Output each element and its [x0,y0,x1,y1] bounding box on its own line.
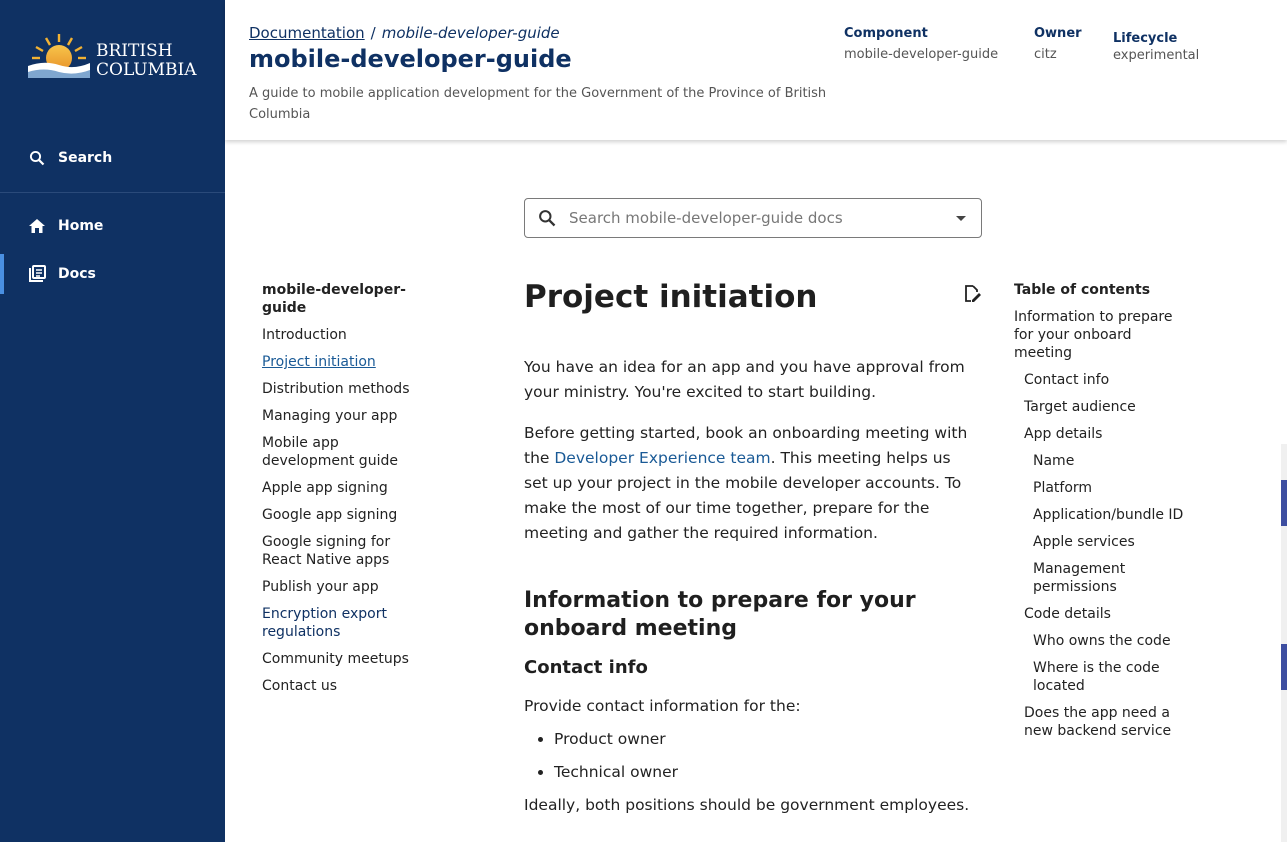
toc-entry[interactable]: Does the app need a new backend service [1024,705,1172,739]
sidebar-divider [0,192,225,193]
chevron-down-icon[interactable] [941,215,981,222]
meta-value[interactable]: mobile-developer-guide [844,47,999,62]
sidebar-item-label: Home [58,218,104,234]
docs-nav-item[interactable]: Encryption export regulations [262,606,387,640]
logo-text-line2: COLUMBIA [96,60,197,80]
toc-entry[interactable]: Contact info [1024,372,1110,388]
paragraph-intro: You have an idea for an app and you have approval from your ministry. You're excited to start building. [524,358,965,401]
meta-key: Owner [1034,26,1082,41]
article-title: Project initiation [524,279,818,315]
scrollbar-thumb[interactable] [1281,480,1287,526]
docs-nav-item[interactable]: Publish your app [262,579,379,595]
docs-nav [262,281,422,704]
toc-entry[interactable]: Apple services [1033,534,1135,550]
docs-nav-item[interactable]: Managing your app [262,408,398,424]
docs-nav-item[interactable]: Google signing for React Native apps [262,534,391,568]
docs-nav-title[interactable]: mobile-developer-guide [262,282,406,316]
breadcrumb-separator: / [370,24,376,42]
toc-entry[interactable]: Platform [1033,480,1093,496]
table-of-contents [1014,281,1184,749]
home-icon [28,217,46,235]
list-item: • Product owner [554,727,979,752]
meta-value[interactable]: citz [1034,47,1057,62]
contact-list [524,727,979,785]
logo-text-line1: BRITISH [96,41,173,61]
docs-nav-item[interactable]: Introduction [262,327,347,343]
meta-value: experimental [1113,48,1200,63]
toc-entry[interactable]: Information to prepare for your onboard meeting [1014,309,1173,361]
docs-nav-item-active[interactable]: Project initiation [262,354,376,370]
page-title: mobile-developer-guide [249,45,572,73]
scrollbar[interactable] [1281,444,1287,842]
meta-lifecycle [1113,31,1199,63]
docs-nav-item[interactable]: Google app signing [262,507,398,523]
toc-entry[interactable]: Management permissions [1033,561,1126,595]
sidebar-item-home[interactable] [0,206,225,246]
developer-experience-link[interactable]: Developer Experience team [554,449,771,467]
meta-owner [1034,26,1082,62]
text-span: . This meeting helps us set up your project in the mobile developer accounts. To make the most of our time together, prepare for the meeting and gather the required information. [524,449,962,542]
search-icon [28,149,46,167]
sidebar [0,0,225,842]
list-item: • Technical owner [554,760,979,785]
docs-icon [28,265,46,283]
toc-entry[interactable]: Target audience [1024,399,1136,415]
toc-entry[interactable]: Where is the code located [1033,660,1160,694]
section-heading: Information to prepare for your onboard meeting [524,588,916,641]
search-input[interactable] [569,209,941,227]
breadcrumb-link-documentation[interactable]: Documentation [249,24,365,42]
paragraph-onboarding [524,421,979,546]
toc-title: Table of contents [1014,282,1151,298]
toc-entry[interactable]: Who owns the code [1033,633,1171,649]
sidebar-item-label: Docs [58,266,96,282]
breadcrumb-current: mobile-developer-guide [381,24,560,42]
text-span: Before getting started, book an onboarding meeting with the [524,424,968,467]
docs-search[interactable] [524,198,982,238]
sidebar-search[interactable] [0,138,225,178]
toc-entry[interactable]: App details [1024,426,1103,442]
main-content [524,276,979,818]
docs-nav-item[interactable]: Community meetups [262,651,409,667]
subsection-heading: Contact info [524,657,648,678]
toc-entry[interactable]: Name [1033,453,1075,469]
meta-key: Component [844,26,928,41]
scrollbar-thumb[interactable] [1281,644,1287,690]
docs-nav-item[interactable]: Apple app signing [262,480,388,496]
docs-nav-item[interactable]: Mobile app development guide [262,435,398,469]
toc-entry[interactable]: Code details [1024,606,1111,622]
docs-nav-item[interactable]: Contact us [262,678,338,694]
page-description: A guide to mobile application development for the Government of the Province of British Columbia [249,86,827,122]
toc-entry[interactable]: Application/bundle ID [1033,507,1184,523]
sidebar-search-label: Search [58,150,113,166]
meta-key: Lifecycle [1113,31,1178,46]
bc-logo[interactable] [26,32,198,82]
sidebar-item-docs[interactable] [0,254,225,294]
paragraph-contact: Provide contact information for the: [524,697,801,715]
page-header [225,0,1287,140]
meta-component [844,26,998,62]
docs-nav-item[interactable]: Distribution methods [262,381,410,397]
breadcrumb [249,24,560,42]
search-icon [525,209,569,227]
paragraph-employees: Ideally, both positions should be government employees. [524,796,970,814]
